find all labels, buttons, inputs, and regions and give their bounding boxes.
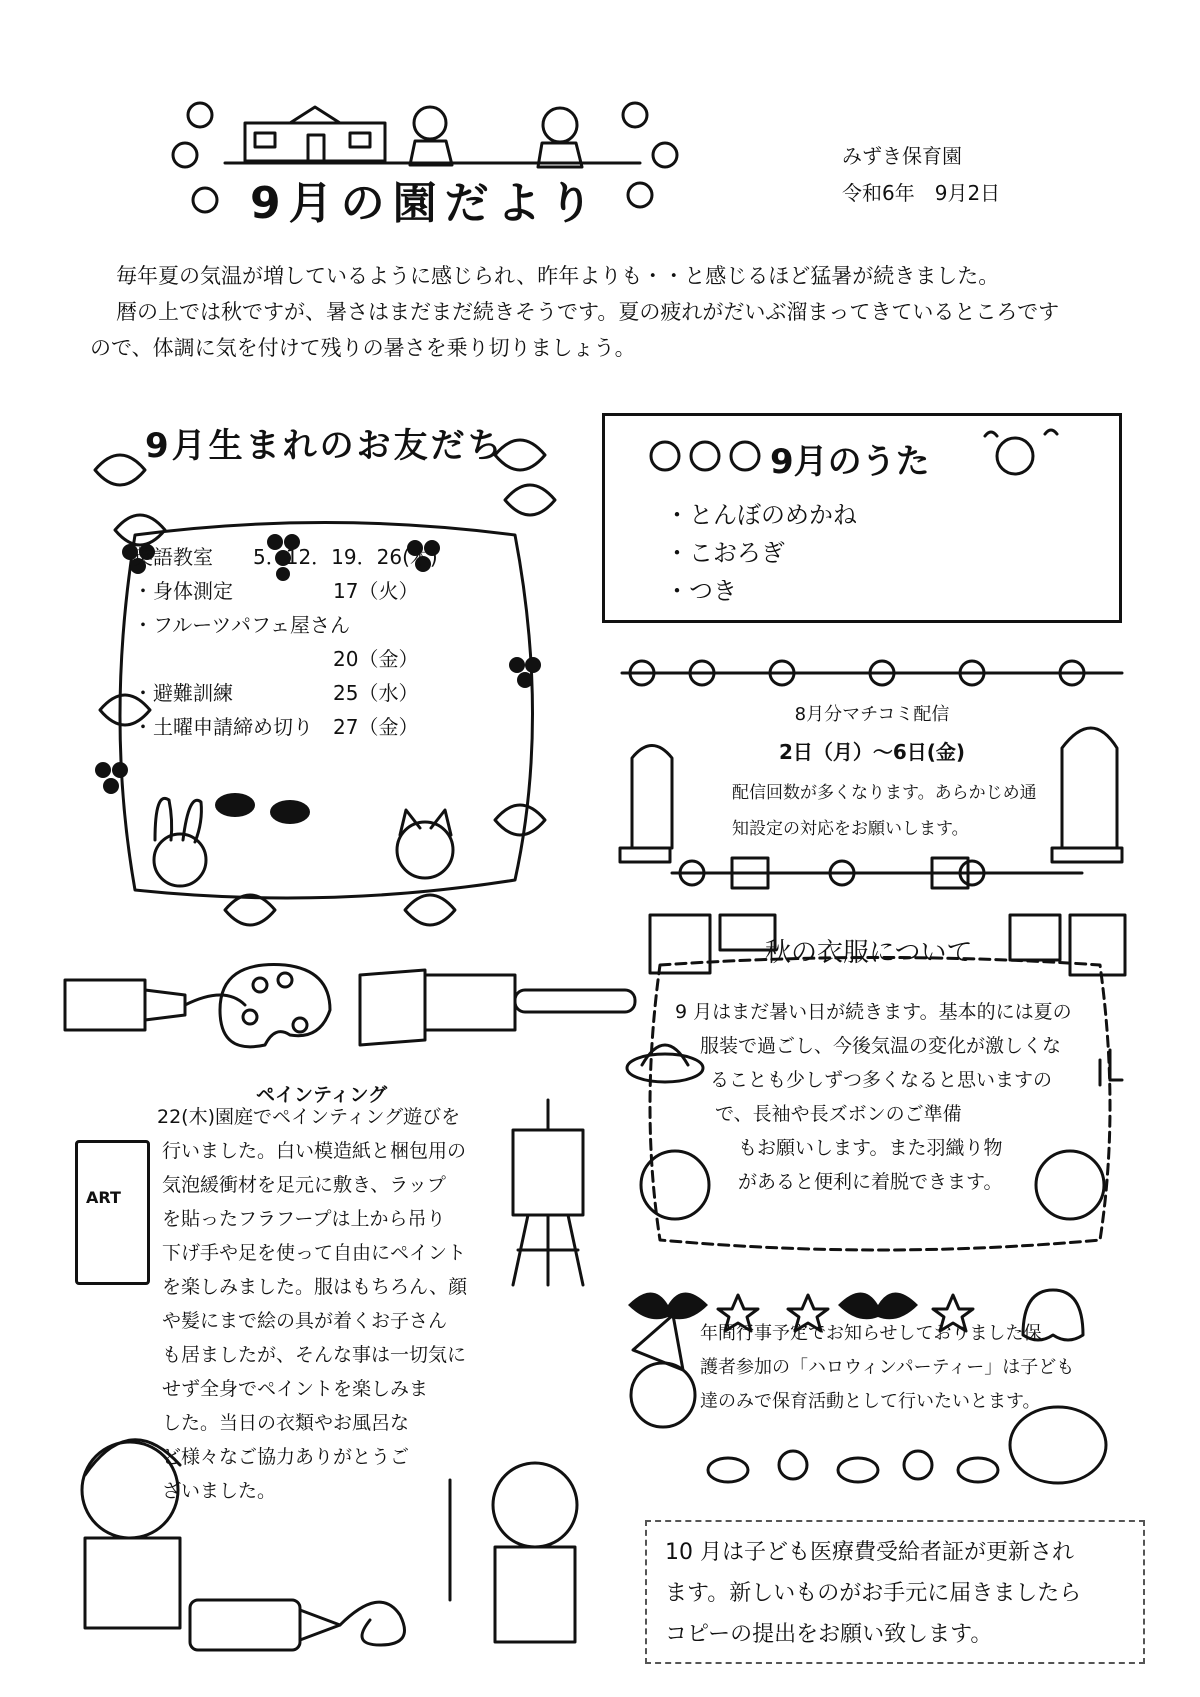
birthday-title: 9月生まれのお友だち — [145, 426, 505, 466]
halloween-line: 達のみで保育活動として行いたいとます。 — [700, 1391, 1041, 1412]
painting-line: ざいました。 — [162, 1480, 277, 1502]
autumn-line: 服装で過ごし、今後気温の変化が激しくな — [700, 1035, 1062, 1057]
birthday-frame — [75, 426, 575, 940]
issue-date: 令和6年 9月2日 — [842, 181, 1001, 205]
intro-line: 毎年夏の気温が増しているように感じられ、昨年よりも・・と感じるほど猛暑が続きました。 — [116, 264, 1000, 288]
painting-line: 下げ手や足を使って自由にペイント — [162, 1242, 467, 1264]
intro-line: ので、体調に気を付けて残りの暑さを乗り切りましょう。 — [90, 336, 636, 360]
songs-box — [602, 413, 1122, 623]
art-book-label: ART — [86, 1188, 121, 1207]
song-item: ・とんぼのめかね — [665, 501, 857, 529]
song-item: ・こおろぎ — [665, 539, 785, 567]
schedule-item: ・身体測定 17（火） — [133, 579, 419, 603]
halloween-line: 年間行事予定でお知らせしておりました保 — [700, 1323, 1042, 1344]
machikomi-dates: 2日（月）～6日(金) — [778, 740, 966, 764]
autumn-line: もお願いします。また羽織り物 — [738, 1137, 1003, 1159]
vine-border — [612, 648, 1132, 898]
painting-line: 気泡緩衝材を足元に敷き、ラップ — [162, 1174, 446, 1196]
paint-tools-illustration — [55, 955, 615, 1075]
machikomi-heading: 8月分マチコミ配信 — [794, 704, 950, 725]
autumn-clothes-frame — [630, 910, 1130, 1270]
painting-line: や髪にまで絵の具が着くお子さん — [162, 1310, 448, 1332]
machikomi-note: 知設定の対応をお願いします。 — [732, 819, 969, 839]
halloween-line: 護者参加の「ハロウィンパーティー」は子ども — [700, 1357, 1075, 1378]
notice-line: ます。新しいものがお手元に届きましたら — [665, 1581, 1082, 1606]
easel-illustration — [508, 1100, 588, 1290]
autumn-line: で、長袖や長ズボンのご準備 — [715, 1103, 962, 1125]
autumn-line: ることも少しずつ多くなると思いますの — [710, 1069, 1053, 1091]
schedule-item: ・フルーツパフェ屋さん — [133, 613, 350, 637]
halloween-body — [700, 1317, 1120, 1419]
schedule-item: 20（金） — [133, 647, 419, 671]
painting-line: した。当日の衣類やお風呂な — [162, 1412, 410, 1434]
school-name: みずき保育園 — [842, 144, 962, 168]
notice-line: コピーの提出をお願い致します。 — [665, 1622, 993, 1647]
art-book — [75, 1140, 150, 1285]
painting-line: 22(木)園庭でペインティング遊びを — [157, 1106, 461, 1128]
notice-box — [645, 1520, 1145, 1664]
painting-line: を貼ったフラフープは上から吊り — [162, 1208, 446, 1230]
painting-line: も居ましたが、そんな事は一切気に — [162, 1344, 467, 1366]
intro-line: 暦の上では秋ですが、暑さはまだまだ続きそうです。夏の疲れがだいぶ溜まってきているところです — [116, 300, 1060, 324]
painting-title: ペインティング — [256, 1084, 388, 1106]
schedule-item: ・土曜申請締め切り 27（金） — [133, 715, 419, 739]
autumn-body — [630, 995, 1130, 1199]
newsletter-title: 9月の園だより — [250, 178, 601, 229]
notice-line: 10 月は子ども医療費受給者証が更新され — [665, 1540, 1074, 1565]
painting-line: せず全身でペイントを楽しみま — [162, 1378, 429, 1400]
schedule-item: ・避難訓練 25（水） — [133, 681, 419, 705]
autumn-line: 9 月はまだ暑い日が続きます。基本的には夏の — [675, 1001, 1072, 1023]
painting-line: ど様々なご協力ありがとうご — [162, 1446, 410, 1468]
autumn-line: があると便利に着脱できます。 — [738, 1171, 1003, 1193]
songs-title: 9月のうた — [770, 442, 930, 482]
song-list — [665, 496, 857, 610]
intro-paragraph — [90, 258, 1130, 366]
song-item: ・つき — [665, 577, 737, 605]
machikomi-frame — [612, 648, 1132, 898]
machikomi-note: 配信回数が多くなります。あらかじめ通 — [732, 783, 1037, 803]
autumn-title: 秋の衣服について — [765, 938, 973, 968]
masthead — [170, 95, 710, 230]
notice-body — [665, 1532, 1081, 1655]
painting-line: を楽しみました。服はもちろん、顔 — [162, 1276, 468, 1298]
schedule-list — [133, 540, 438, 744]
schedule-item: 英語教室 5．12．19．26(木) — [133, 545, 438, 569]
painting-children-illustration — [55, 1420, 615, 1660]
painting-line: 行いました。白い模造紙と梱包用の — [162, 1140, 467, 1162]
